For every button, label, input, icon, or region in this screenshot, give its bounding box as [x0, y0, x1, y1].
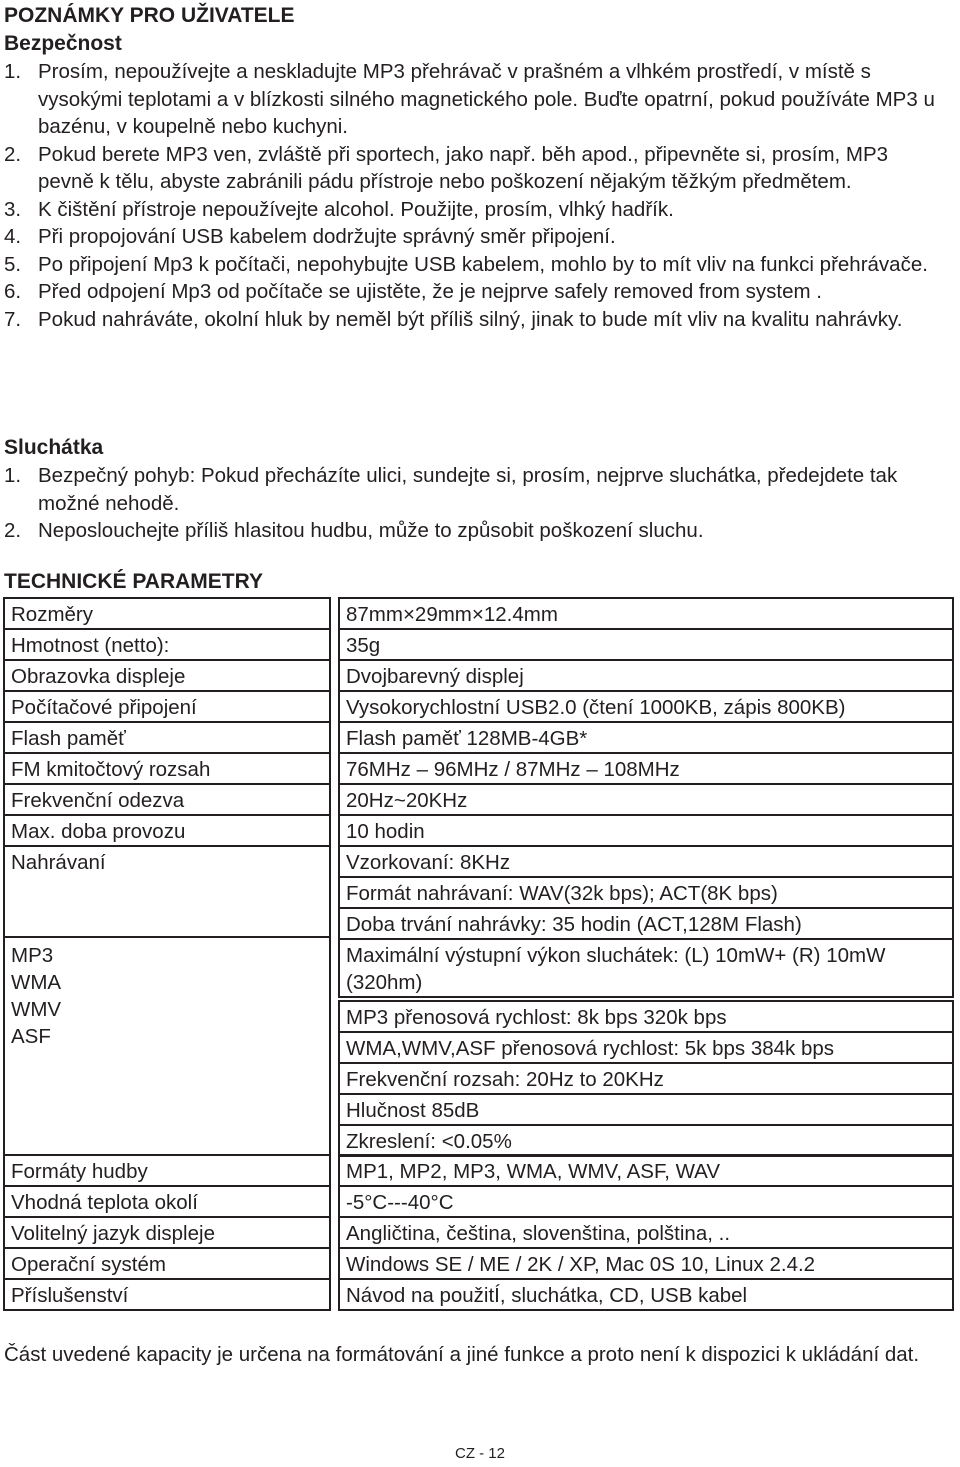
table-cell: Maximální výstupní výkon sluchátek: (L) 10mW+ (R) 10mW (320hm) — [338, 938, 954, 998]
list-item: 2. Neposlouchejte příliš hlasitou hudbu, může to způsobit poškození sluchu. — [4, 519, 704, 542]
safety-heading: Bezpečnost — [4, 32, 122, 55]
headphones-heading: Sluchátka — [4, 436, 104, 459]
table-cell: Vzorkovaní: 8KHz — [338, 845, 954, 878]
table-cell: Počítačové připojení — [3, 690, 331, 723]
safety-list — [0, 58, 940, 333]
table-cell: MP3 přenosová rychlost: 8k bps 320k bps — [338, 1000, 954, 1033]
headphones-list — [0, 462, 940, 545]
page-number: CZ - 12 — [454, 1445, 505, 1462]
table-cell: Dvojbarevný displej — [338, 659, 954, 692]
table-cell: 10 hodin — [338, 814, 954, 847]
table-cell: -5°C---40°C — [338, 1185, 954, 1218]
table-cell: Hmotnost (netto): — [3, 628, 331, 661]
table-cell: Příslušenství — [3, 1278, 331, 1311]
list-item-text: Pokud berete MP3 ven, zvláště při sportech, jako např. běh apod., připevněte si, prosím, MP3 pevně k tělu, abyste zabránili pádu přístroje nebo poškození nějakým těžkým předmětem. — [38, 142, 889, 193]
list-item: 7. Pokud nahráváte, okolní hluk by neměl být příliš silný, jinak to bude mít vliv na kvalitu nahrávky. — [4, 307, 903, 331]
list-item-text: Bezpečný pohyb: Pokud přecházíte ulici, sundejte si, prosím, nejprve sluchátka, předejdete tak možné nehodě. — [38, 464, 898, 515]
list-item: 2. Pokud berete MP3 ven, zvláště při sportech, jako např. běh apod., připevněte si, prosím, MP3 pevně k tělu, abyste zabránili pádu přístroje nebo poškození nějakým těžkým předmětem. — [4, 142, 889, 193]
table-cell: Vhodná teplota okolí — [3, 1185, 331, 1218]
table-cell: 35g — [338, 628, 954, 661]
list-item: 1. Prosím, nepoužívejte a neskladujte MP3 přehrávač v prašném a vlhkém prostředí, v místě s vysokými teplotami a v blízkosti silného magnetického pole. Buďte opatrní, pokud používáte MP3 u bazénu, v koupelně nebo kuchyni. — [4, 60, 935, 138]
table-cell: MP3 WMA WMV ASF — [3, 936, 331, 1156]
table-cell: Formáty hudby — [3, 1154, 331, 1187]
list-item-text: Pokud nahráváte, okolní hluk by neměl být příliš silný, jinak to bude mít vliv na kvalitu nahrávky. — [38, 307, 903, 331]
list-item-text: K čištění přístroje nepoužívejte alcohol. Použijte, prosím, vlhký hadřík. — [38, 197, 674, 221]
table-cell: Max. doba provozu — [3, 814, 331, 847]
table-cell: Operační systém — [3, 1247, 331, 1280]
list-item-text: Po připojení Mp3 k počítači, nepohybujte USB kabelem, mohlo by to mít vliv na funkci přehrávače. — [38, 252, 928, 276]
list-item-text: Neposlouchejte příliš hlasitou hudbu, může to způsobit poškození sluchu. — [38, 519, 704, 542]
table-cell: Windows SE / ME / 2K / XP, Mac 0S 10, Linux 2.4.2 — [338, 1247, 954, 1280]
list-item: 5. Po připojení Mp3 k počítači, nepohybujte USB kabelem, mohlo by to mít vliv na funkci přehrávače. — [4, 252, 928, 276]
list-item-text: Prosím, nepoužívejte a neskladujte MP3 přehrávač v prašném a vlhkém prostředí, v místě s vysokými teplotami a v blízkosti silného magnetického pole. Buďte opatrní, pokud používáte MP3 u bazénu, v koupelně nebo kuchyni. — [38, 60, 935, 138]
list-item-text: Před odpojení Mp3 od počítače se ujistěte, že je nejprve safely removed from system . — [38, 280, 822, 303]
table-cell: MP1, MP2, MP3, WMA, WMV, ASF, WAV — [338, 1154, 954, 1187]
tech-params-table — [3, 597, 954, 1317]
list-item-text: Při propojování USB kabelem dodržujte správný směr připojení. — [38, 225, 616, 248]
list-item: 4. Při propojování USB kabelem dodržujte správný směr připojení. — [4, 225, 616, 248]
table-cell: Hlučnost 85dB — [338, 1093, 954, 1126]
table-cell: Rozměry — [3, 597, 331, 630]
table-cell: WMA,WMV,ASF přenosová rychlost: 5k bps 384k bps — [338, 1031, 954, 1064]
list-item: 1. Bezpečný pohyb: Pokud přecházíte ulici, sundejte si, prosím, nejprve sluchátka, předejdete tak možné nehodě. — [4, 464, 898, 515]
table-cell: Vysokorychlostní USB2.0 (čtení 1000KB, zápis 800KB) — [338, 690, 954, 723]
table-cell: Frekvenční rozsah: 20Hz to 20KHz — [338, 1062, 954, 1095]
capacity-note: Část uvedené kapacity je určena na formátování a jiné funkce a proto není k dispozici k ukládání dat. — [4, 1343, 920, 1366]
table-cell: Frekvenční odezva — [3, 783, 331, 816]
table-cell: Nahrávaní — [3, 845, 331, 938]
table-cell: Doba trvání nahrávky: 35 hodin (ACT,128M Flash) — [338, 907, 954, 940]
list-item: 6. Před odpojení Mp3 od počítače se ujistěte, že je nejprve safely removed from system . — [4, 280, 822, 303]
table-cell: Angličtina, čeština, slovenština, polština, .. — [338, 1216, 954, 1249]
table-cell: 20Hz~20KHz — [338, 783, 954, 816]
table-cell: Flash paměť 128MB-4GB* — [338, 721, 954, 754]
table-cell: Návod na použitÍ, sluchátka, CD, USB kabel — [338, 1278, 954, 1311]
list-item: 3. K čištění přístroje nepoužívejte alcohol. Použijte, prosím, vlhký hadřík. — [4, 197, 674, 221]
table-cell: Formát nahrávaní: WAV(32k bps); ACT(8K bps) — [338, 876, 954, 909]
table-cell: 76MHz – 96MHz / 87MHz – 108MHz — [338, 752, 954, 785]
table-cell: 87mm×29mm×12.4mm — [338, 597, 954, 630]
tech-params-heading: TECHNICKÉ PARAMETRY — [4, 570, 264, 593]
table-cell: Zkreslení: <0.05% — [338, 1124, 954, 1157]
table-cell: Volitelný jazyk displeje — [3, 1216, 331, 1249]
table-cell: Obrazovka displeje — [3, 659, 331, 692]
table-cell: Flash paměť — [3, 721, 331, 754]
page-title: POZNÁMKY PRO UŽIVATELE — [4, 4, 295, 27]
table-cell: FM kmitočtový rozsah — [3, 752, 331, 785]
